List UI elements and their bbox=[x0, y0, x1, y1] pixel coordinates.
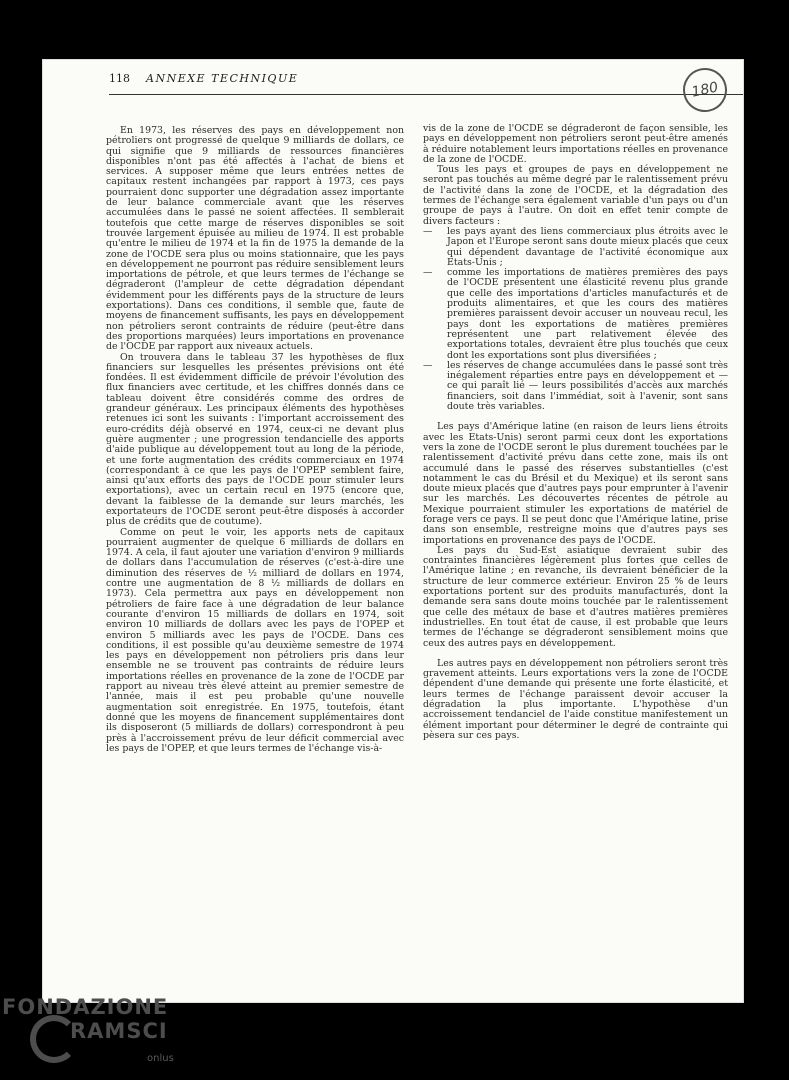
list-item: — les pays ayant des liens commerciaux plus étroits avec le Japon et l'Europe seront sans doute mieux placés que ceux qui dépendent davantage de l'activité économique aux Etats-Unis ; bbox=[423, 227, 728, 268]
paragraph: Les autres pays en développement non pétroliers seront très gravement atteints. Leurs exportations vers la zone de l'OCDE dépendent d'une demande qui présente une forte élasticité, et leurs termes de l'échange paraissent devoir accuser la dégradation la plus importante. L'hypothèse d'un accroissement tendanciel de l'aide constitue manifestement un élément important pour déterminer le degré de contrainte qui pèsera sur ces pays. bbox=[423, 657, 728, 741]
header-rule bbox=[109, 94, 743, 95]
document-page bbox=[43, 60, 743, 1002]
paragraph: On trouvera dans le tableau 37 les hypothèses de flux financiers sur lesquelles les présentes prévisions ont été fondées. Il est évidemment difficile de prévoir l'évolution des flux financiers avec certitude, et les chiffres donnés dans ce tableau doivent être considérés comme des ordres de grandeur généraux. Les principaux éléments des hypothèses retenues ici sont les suivants : l'important accroissement des euro-crédits déjà observé en 1974, ceux-ci ne devant plus guère augmenter ; une progression tendancielle des apports d'aide publique au développement tout au long de la période, et une forte augmentation des crédits commerciaux en 1974 (correspondant à ce que les pays de l'OPEP semblent faire, ainsi qu'aux efforts des pays de l'OCDE pour stimuler leurs exportations), avec un certain recul en 1975 (encore que, devant la faiblesse de la demande sur leurs marchés, les exportateurs de l'OCDE seront peut-être disposés à accorder plus de crédits que de coutume). bbox=[106, 351, 404, 528]
left-column bbox=[106, 126, 404, 754]
paragraph: Les pays du Sud-Est asiatique devraient subir des contraintes financières légèrement plus fortes que celles de l'Amérique latine ; en revanche, ils devraient bénéficier de la structure de leur commerce extérieur. Environ 25 % de leurs exportations portent sur des produits manufacturés, dont la demande sera sans doute moins touchée par le ralentissement que celle des métaux de base et d'autres matières premières industrielles. En tout état de cause, il est probable que leurs termes de l'échange se dégraderont sensiblement moins que ceux des autres pays en développement. bbox=[423, 544, 728, 649]
watermark-onlus: onlus bbox=[147, 1053, 174, 1064]
list-item: — comme les importations de matières premières des pays de l'OCDE présentent une élasticité revenu plus grande que celle des importations d'articles manufacturés et de produits alimentaires, et que les cours des matières premières paraissent devoir accuser un nouveau recul, les pays dont les exportations de matières premières représentent une part relativement élevée des exportations totales, devraient être plus touchés que ceux dont les exportations sont plus diversifiées ; bbox=[423, 268, 728, 361]
folio-stamp: 180 bbox=[679, 64, 731, 116]
archive-watermark bbox=[0, 995, 220, 1080]
page-header bbox=[109, 71, 729, 95]
right-column bbox=[423, 124, 728, 741]
page-number: 118 bbox=[109, 72, 130, 85]
paragraph: vis de la zone de l'OCDE se dégraderont de façon sensible, les pays en développement non pétroliers seront peut-être amenés à réduire notablement leurs importations réelles en provenance de la zone de l'OCDE. bbox=[423, 123, 728, 165]
paragraph: Les pays d'Amérique latine (en raison de leurs liens étroits avec les Etats-Unis) seront parmi ceux dont les exportations vers la zone de l'OCDE seront le plus durement touchées par le ralentissement d'activité prévu dans cette zone, mais ils ont accumulé dans le passé des réserves substantielles (c'est notamment le cas du Brésil et du Mexique) et ils seront sans doute mieux placés que d'autres pays pour emprunter à l'avenir sur les marchés. Les découvertes récentes de pétrole au Mexique pourraient stimuler les exportations de matériel de forage vers ce pays. Il se peut donc que l'Amérique latine, prise dans son ensemble, restreigne moins que d'autres pays ses importations en provenance des pays de l'OCDE. bbox=[423, 421, 728, 546]
watermark-gramsci: RAMSCI bbox=[70, 1019, 168, 1043]
watermark-fondazione: FONDAZIONE bbox=[2, 995, 169, 1019]
paragraph: En 1973, les réserves des pays en développement non pétroliers ont progressé de quelque 9 milliards de dollars, ce qui signifie que 9 milliards de ressources financières disponibles n'ont pas été affectés à l'achat de biens et services. A supposer même que leurs entrées nettes de capitaux restent inchangées par rapport à 1973, ces pays pourraient donc supporter une dégradation assez importante de leur balance commerciale avant que les réserves accumulées dans le passé ne soient affectées. Il semblerait toutefois que cette marge de réserves disponibles se soit trouvée largement épuisée au milieu de 1974. Il est probable qu'entre le milieu de 1974 et la fin de 1975 la demande de la zone de l'OCDE sera plus ou moins stationnaire, que les pays en développement ne pourront pas réduire sensiblement leurs importations de pétrole, et que leurs termes de l'échange se dégraderont (l'ampleur de cette dégradation dépendant évidemment pour les différents pays de la structure de leurs exportations). Dans ces conditions, il semble que, faute de moyens de financement suffisants, les pays en développement non pétroliers seront contraints de réduire (peut-être dans des proportions marquées) leurs importations en provenance de l'OCDE par rapport aux niveaux actuels. bbox=[106, 125, 404, 353]
list-item: — les réserves de change accumulées dans le passé sont très inégalement réparties entre pays en développement et — ce qui paraît lié — leurs possibilités d'accès aux marchés financiers, soit dans l'immédiat, soit à l'avenir, sont sans doute très variables. bbox=[423, 361, 728, 412]
paragraph: Comme on peut le voir, les apports nets de capitaux pourraient augmenter de quelque 6 milliards de dollars en 1974. A cela, il faut ajouter une variation d'environ 9 milliards de dollars dans l'accumulation de réserves (c'est-à-dire une diminution des réserves de ½ milliard de dollars en 1974, contre une augmentation de 8 ½ milliards de dollars en 1973). Cela permettra aux pays en développement non pétroliers de faire face à une dégradation de leur balance courante d'environ 15 milliards de dollars en 1974, soit environ 10 milliards de dollars avec les pays de l'OPEP et environ 5 milliards avec les pays de l'OCDE. Dans ces conditions, il est possible qu'au deuxième semestre de 1974 les pays en développement non pétroliers pris dans leur ensemble ne se trouvent pas contraints de réduire leurs importations réelles en provenance de la zone de l'OCDE par rapport au niveau très élevé atteint au premier semestre de l'année, mais il est peu probable qu'une nouvelle augmentation soit enregistrée. En 1975, toutefois, étant donné que les moyens de financement supplémentaires dont ils disposeront (5 milliards de dollars) correspondront à peu près à l'accroissement prévu de leur déficit commercial avec les pays de l'OPEP, et que leurs termes de l'échange vis-à- bbox=[106, 526, 404, 754]
factor-list bbox=[423, 227, 728, 412]
paragraph: Tous les pays et groupes de pays en développement ne seront pas touchés au même degré par le ralentissement prévu de l'activité dans la zone de l'OCDE, et la dégradation des termes de l'échange sera également variable d'un pays ou d'un groupe de pays à l'autre. On doit en effet tenir compte de divers facteurs : bbox=[423, 164, 728, 227]
running-title: ANNEXE TECHNIQUE bbox=[146, 72, 299, 85]
